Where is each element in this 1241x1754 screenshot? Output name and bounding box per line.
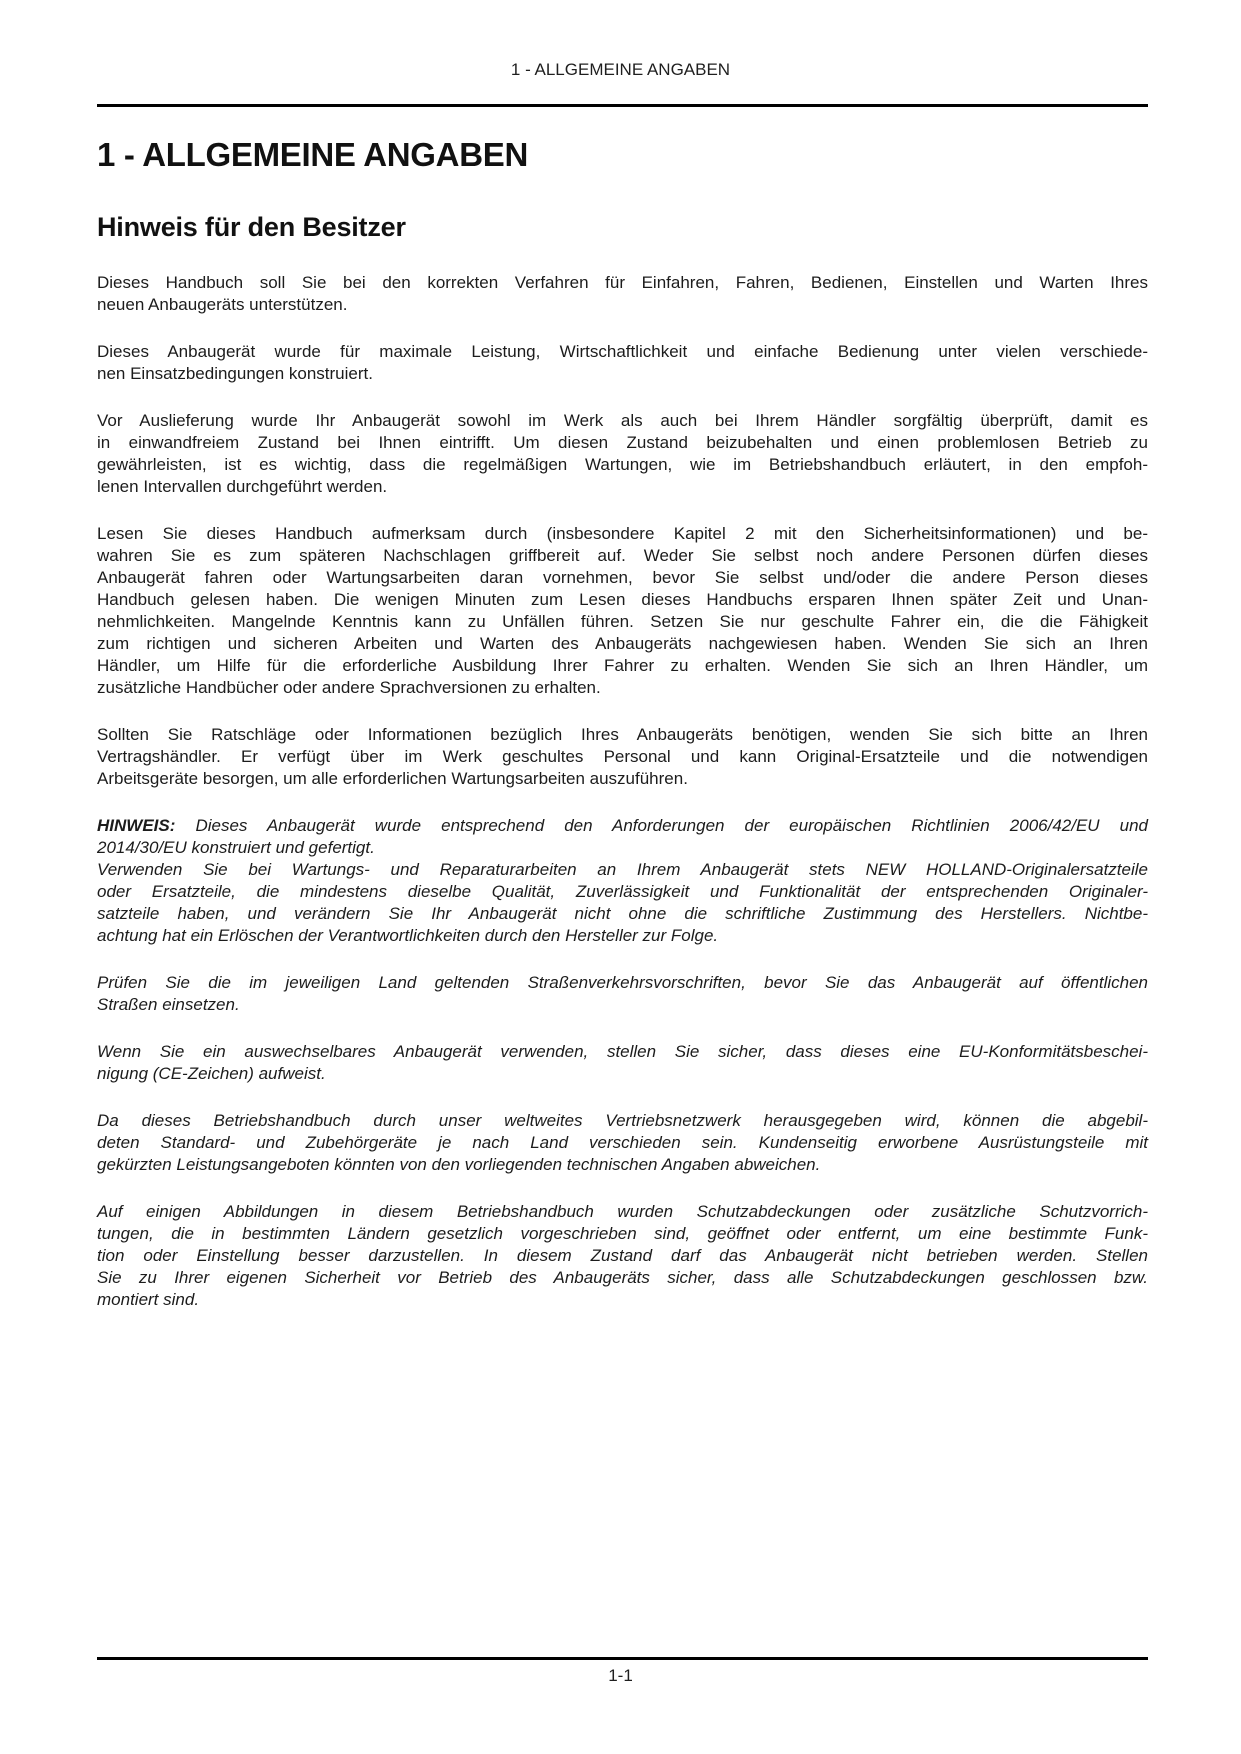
paragraph bbox=[97, 341, 1148, 385]
note-label: HINWEIS: bbox=[97, 815, 176, 835]
paragraph bbox=[97, 272, 1148, 316]
paragraph-line: Sie zu Ihrer eigenen Sicherheit vor Betrieb des Anbaugeräts sicher, dass alle Schutzabdeckungen geschlossen bzw. bbox=[97, 1267, 1148, 1287]
paragraph-line: Wenn Sie ein auswechselbares Anbaugerät verwenden, stellen Sie sicher, dass dieses eine EU-Konformitätsbeschei- bbox=[97, 1041, 1148, 1061]
paragraph-line: zum richtigen und sicheren Arbeiten und Warten des Anbaugeräts nachgewiesen haben. Wenden Sie sich an Ihren bbox=[97, 633, 1148, 653]
paragraph-line: oder Ersatzteile, die mindestens dieselbe Qualität, Zuverlässigkeit und Funktionalität der entsprechenden Originaler- bbox=[97, 881, 1148, 901]
paragraph-line: Vor Auslieferung wurde Ihr Anbaugerät sowohl im Werk als auch bei Ihrem Händler sorgfältig überprüft, damit es bbox=[97, 410, 1148, 430]
paragraph-line: in einwandfreiem Zustand bei Ihnen eintrifft. Um diesen Zustand beizubehalten und einen problemlosen Betrieb zu bbox=[97, 432, 1148, 452]
paragraph-line: Auf einigen Abbildungen in diesem Betriebshandbuch wurden Schutzabdeckungen oder zusätzliche Schutzvorrich- bbox=[97, 1201, 1148, 1221]
paragraph-line: Anbaugerät fahren oder Wartungsarbeiten daran vornehmen, bevor Sie selbst und/oder die andere Person dieses bbox=[97, 567, 1148, 587]
paragraph-line: Händler, um Hilfe für die erforderliche Ausbildung Ihrer Fahrer zu erhalten. Wenden Sie sich an Ihren Händler, um bbox=[97, 655, 1148, 675]
paragraph-line: satzteile haben, und verändern Sie Ihr Anbaugerät nicht ohne die schriftliche Zustimmung des Herstellers. Nichtbe- bbox=[97, 903, 1148, 923]
section-heading: Hinweis für den Besitzer bbox=[97, 212, 406, 243]
paragraph-line: lenen Intervallen durchgeführt werden. bbox=[97, 476, 388, 496]
page-content bbox=[97, 137, 1148, 1336]
paragraph-line: wahren Sie es zum späteren Nachschlagen griffbereit auf. Weder Sie selbst noch andere Personen dürfen dieses bbox=[97, 545, 1148, 565]
paragraph-line: tion oder Einstellung besser darzustellen. In diesem Zustand darf das Anbaugerät nicht betrieben werden. Stellen bbox=[97, 1245, 1148, 1265]
paragraph bbox=[97, 859, 1148, 947]
paragraph-line: Lesen Sie dieses Handbuch aufmerksam durch (insbesondere Kapitel 2 mit den Sicherheitsinformationen) und be- bbox=[97, 523, 1148, 543]
paragraph bbox=[97, 523, 1148, 699]
paragraph-line: Vertragshändler. Er verfügt über im Werk geschultes Personal und kann Original-Ersatzteile und die notwendigen bbox=[97, 746, 1148, 766]
paragraph-line: nehmlichkeiten. Mangelnde Kenntnis kann zu Unfällen führen. Setzen Sie nur geschulte Fahrer ein, die die Fähigkeit bbox=[97, 611, 1148, 631]
paragraph-line: Straßen einsetzen. bbox=[97, 994, 240, 1014]
paragraph-line: montiert sind. bbox=[97, 1289, 200, 1309]
paragraph-line: zusätzliche Handbücher oder andere Sprachversionen zu erhalten. bbox=[97, 677, 601, 697]
header-rule bbox=[97, 104, 1148, 107]
paragraph bbox=[97, 410, 1148, 498]
paragraph-line: Arbeitsgeräte besorgen, um alle erforderlichen Wartungsarbeiten auszuführen. bbox=[97, 768, 688, 788]
paragraph bbox=[97, 1041, 1148, 1085]
paragraph-line: neuen Anbaugeräts unterstützen. bbox=[97, 294, 348, 314]
paragraph bbox=[97, 815, 1148, 859]
page-number: 1-1 bbox=[608, 1666, 633, 1685]
chapter-title: 1 - ALLGEMEINE ANGABEN bbox=[97, 136, 528, 173]
paragraph-line: 2014/30/EU konstruiert und gefertigt. bbox=[97, 837, 375, 857]
paragraph-line: Handbuch gelesen haben. Die wenigen Minuten zum Lesen dieses Handbuchs ersparen Ihnen später Zeit und Unan- bbox=[97, 589, 1148, 609]
paragraph-line: Prüfen Sie die im jeweiligen Land geltenden Straßenverkehrsvorschriften, bevor Sie das Anbaugerät auf öffentlichen bbox=[97, 972, 1148, 992]
paragraph-line: Da dieses Betriebshandbuch durch unser weltweites Vertriebsnetzwerk herausgegeben wird, können die abgebil- bbox=[97, 1110, 1148, 1130]
paragraph-line: tungen, die in bestimmten Ländern gesetzlich vorgeschrieben sind, geöffnet oder entfernt, um eine bestimmte Funk- bbox=[97, 1223, 1148, 1243]
paragraph-line: Dieses Handbuch soll Sie bei den korrekten Verfahren für Einfahren, Fahren, Bedienen, Einstellen und Warten Ihres bbox=[97, 272, 1148, 292]
paragraph-line: Sollten Sie Ratschläge oder Informationen bezüglich Ihres Anbaugeräts benötigen, wenden Sie sich bitte an Ihren bbox=[97, 724, 1148, 744]
paragraph-line: gewährleisten, ist es wichtig, dass die regelmäßigen Wartungen, wie im Betriebshandbuch erläutert, in den empfoh- bbox=[97, 454, 1148, 474]
paragraph-line: nigung (CE-Zeichen) aufweist. bbox=[97, 1063, 326, 1083]
paragraph bbox=[97, 1201, 1148, 1311]
paragraph-line: deten Standard- und Zubehörgeräte je nach Land verschieden sein. Kundenseitig erworbene Ausrüstungsteile mit bbox=[97, 1132, 1148, 1152]
running-header: 1 - ALLGEMEINE ANGABEN bbox=[510, 60, 731, 79]
paragraph-line: achtung hat ein Erlöschen der Verantwortlichkeiten durch den Hersteller zur Folge. bbox=[97, 925, 719, 945]
paragraph-line: Dieses Anbaugerät wurde für maximale Leistung, Wirtschaftlichkeit und einfache Bedienung unter vielen verschiede- bbox=[97, 341, 1148, 361]
footer-rule bbox=[97, 1657, 1148, 1660]
paragraph bbox=[97, 972, 1148, 1016]
paragraph bbox=[97, 724, 1148, 790]
body-text bbox=[97, 272, 1148, 1311]
paragraph-line: gekürzten Leistungsangeboten könnten von den vorliegenden technischen Angaben abweichen. bbox=[97, 1154, 821, 1174]
paragraph-line: HINWEIS: Dieses Anbaugerät wurde entsprechend den Anforderungen der europäischen Richtlinien 2006/42/EU und bbox=[97, 815, 1148, 835]
paragraph-line: nen Einsatzbedingungen konstruiert. bbox=[97, 363, 373, 383]
paragraph-line: Verwenden Sie bei Wartungs- und Reparaturarbeiten an Ihrem Anbaugerät stets NEW HOLLAND-Originalersatzteile bbox=[97, 859, 1148, 879]
paragraph bbox=[97, 1110, 1148, 1176]
